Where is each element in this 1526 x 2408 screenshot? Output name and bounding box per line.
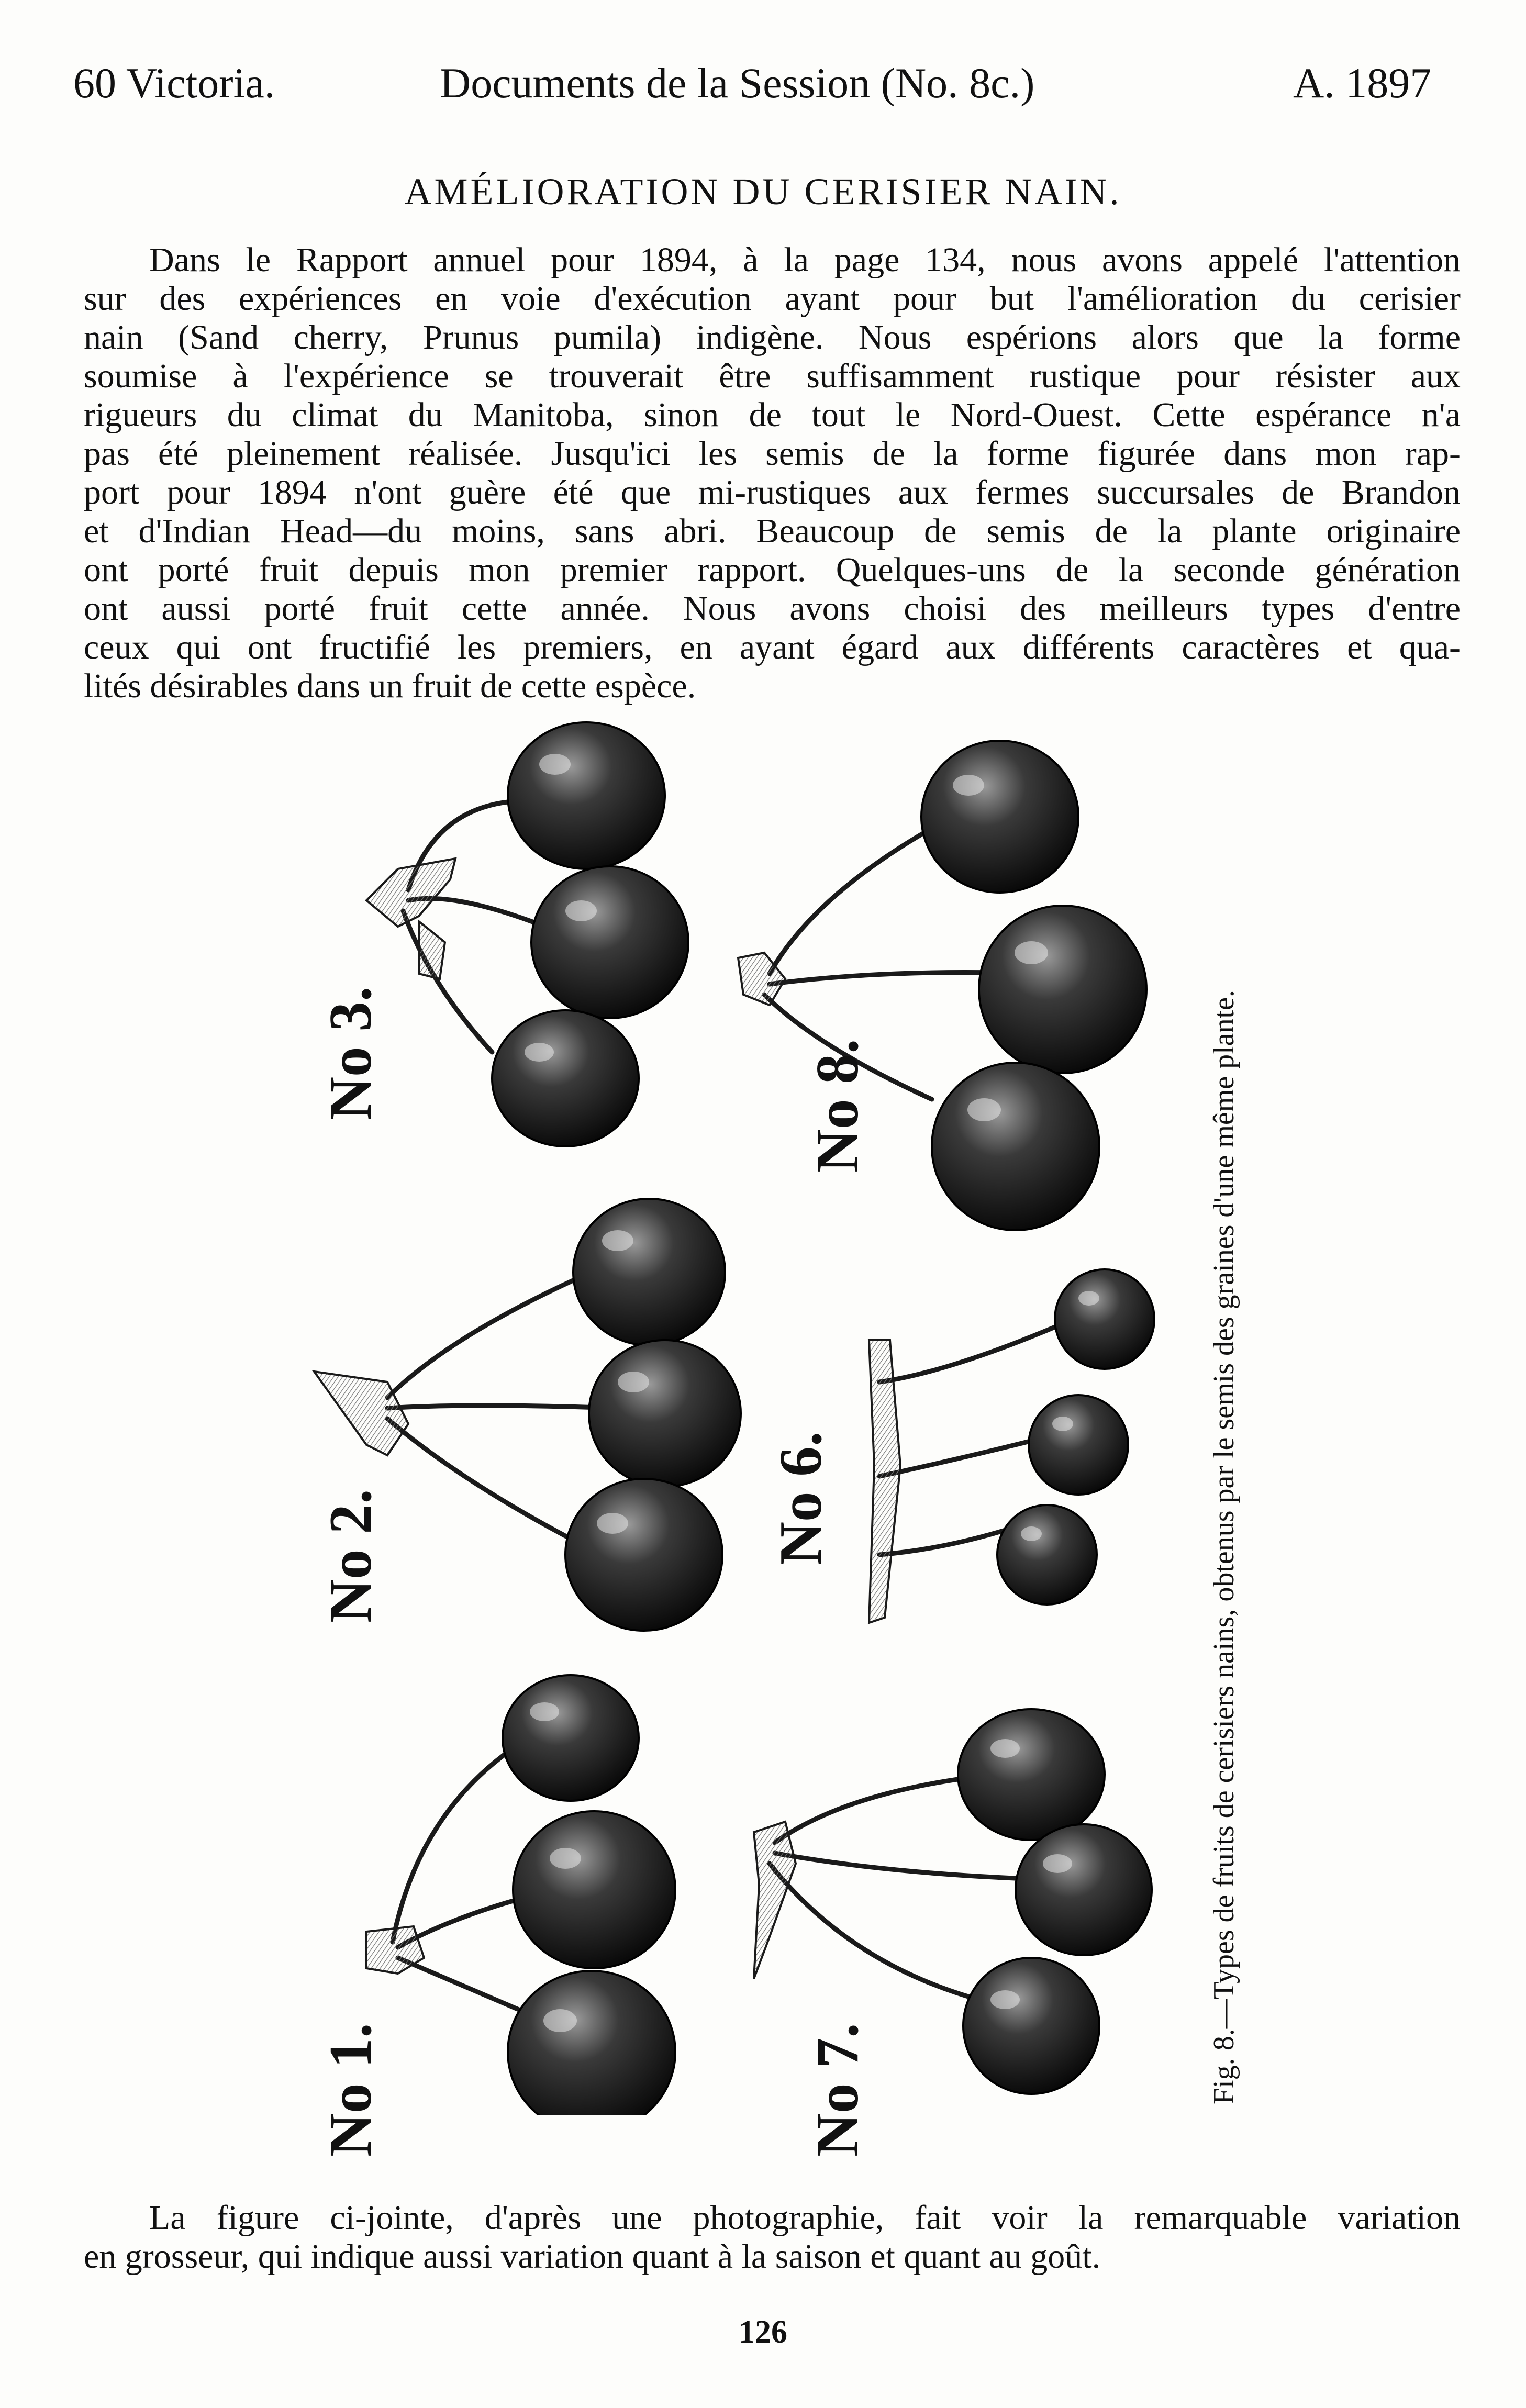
figure-label-no2: No 2. [317, 1489, 384, 1623]
text-line: pas été pleinement réalisée. Jusqu'ici les semis de la forme figurée dans mon rap- [84, 434, 1461, 473]
text-line: La figure ci-jointe, d'après une photographie, fait voir la remarquable variation [149, 2199, 1461, 2237]
figure-label-no6: No 6. [767, 1431, 834, 1565]
text-line: lités désirables dans un fruit de cette espèce. [84, 667, 696, 705]
header-volume: 60 Victoria. [73, 59, 275, 107]
figure-label-no1: No 1. [317, 2023, 384, 2157]
text-line: et d'Indian Head—du moins, sans abri. Beaucoup de semis de la plante originaire [84, 512, 1461, 550]
figure-label-no7: No 7. [804, 2023, 871, 2157]
text-line: ont porté fruit depuis mon premier rapport. Quelques-uns de la seconde génération [84, 551, 1461, 589]
header-documents: Documents de la Session (No. 8c.) [440, 59, 1035, 107]
text-line: ont aussi porté fruit cette année. Nous avons choisi des meilleurs types d'entre [84, 589, 1461, 628]
figure-label-no8: No 8. [804, 1039, 871, 1173]
text-line: nain (Sand cherry, Prunus pumila) indigène. Nous espérions alors que la forme [84, 318, 1461, 356]
section-title: AMÉLIORATION DU CERISIER NAIN. [404, 171, 1122, 213]
text-line: ceux qui ont fructifié les premiers, en ayant égard aux différents caractères et qua- [84, 628, 1461, 666]
figure-caption: Fig. 8.—Types de fruits de cerisiers nains, obtenus par le semis des graines d'une même plante. [1208, 990, 1240, 2104]
cherry-engraving [293, 712, 1194, 2115]
figure-label-no3: No 3. [317, 986, 384, 1120]
header-year: A. 1897 [1293, 59, 1432, 107]
page-number: 126 [739, 2314, 787, 2350]
text-line: Dans le Rapport annuel pour 1894, à la page 134, nous avons appelé l'attention [149, 241, 1461, 279]
text-line: port pour 1894 n'ont guère été que mi-rustiques aux fermes succursales de Brandon [84, 473, 1461, 511]
text-line: soumise à l'expérience se trouverait être suffisamment rustique pour résister aux [84, 357, 1461, 395]
text-line: en grosseur, qui indique aussi variation quant à la saison et quant au goût. [84, 2237, 1101, 2276]
text-line: sur des expériences en voie d'exécution ayant pour but l'amélioration du cerisier [84, 280, 1461, 318]
text-line: rigueurs du climat du Manitoba, sinon de tout le Nord-Ouest. Cette espérance n'a [84, 396, 1461, 434]
